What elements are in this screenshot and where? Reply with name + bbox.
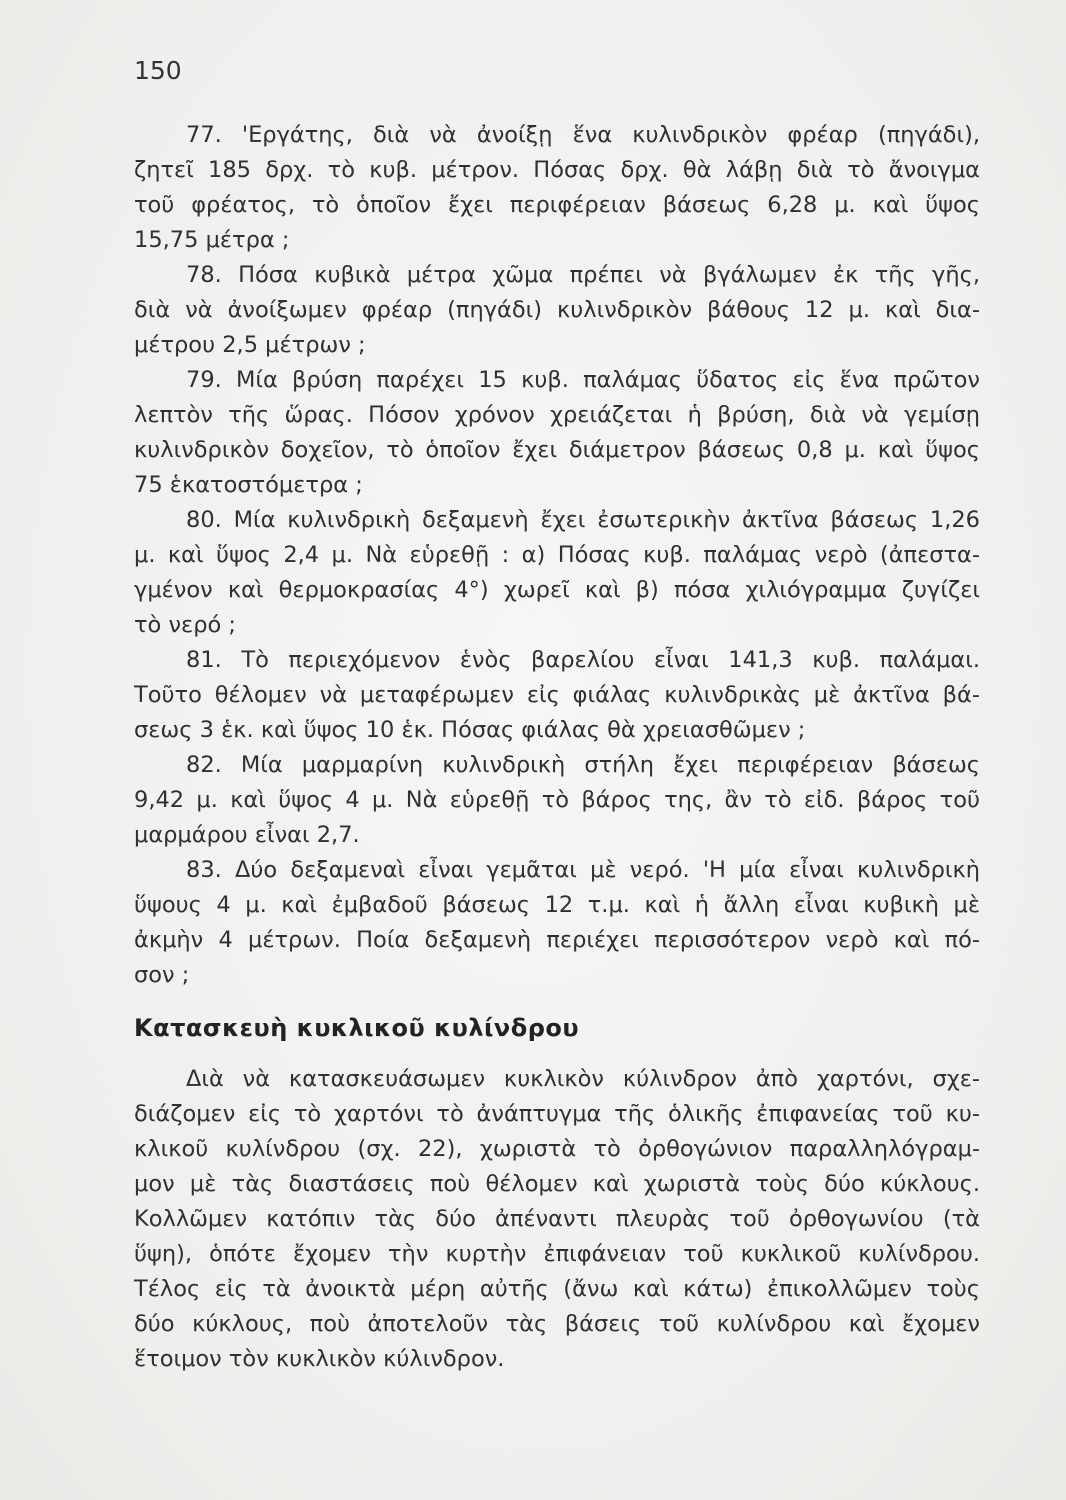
- problem-78: [134, 258, 980, 363]
- problem-line: 82. Μία μαρμαρίνη κυλινδρικὴ στήλη ἔχει περιφέρειαν βάσεως: [186, 752, 980, 778]
- problem-line: ζητεῖ 185 δρχ. τὸ κυβ. μέτρον. Πόσας δρχ. θὰ λάβῃ διὰ τὸ ἄνοιγμα: [134, 157, 980, 183]
- problem-line: 80. Μία κυλινδρικὴ δεξαμενὴ ἔχει ἐσωτερικὴν ἀκτῖνα βάσεως 1,26: [186, 507, 980, 533]
- paragraph-line: Διὰ νὰ κατασκευάσωμεν κυκλικὸν κύλινδρον ἀπὸ χαρτόνι, σχε-: [186, 1066, 980, 1092]
- problem-77: [134, 118, 980, 258]
- problem-line: 78. Πόσα κυβικὰ μέτρα χῶμα πρέπει νὰ βγάλωμεν ἐκ τῆς γῆς,: [186, 262, 980, 288]
- paragraph-line: ὕψη), ὁπότε ἔχομεν τὴν κυρτὴν ἐπιφάνειαν τοῦ κυκλικοῦ κυλίνδρου.: [134, 1241, 980, 1267]
- problem-line: 15,75 μέτρα ;: [134, 227, 290, 253]
- problem-line: τὸ νερό ;: [134, 612, 236, 638]
- problem-line: ὕψους 4 μ. καὶ ἐμβαδοῦ βάσεως 12 τ.μ. καὶ ἡ ἄλλη εἶναι κυβικὴ μὲ: [134, 892, 980, 918]
- paragraph-line: δύο κύκλους, ποὺ ἀποτελοῦν τὰς βάσεις τοῦ κυλίνδρου καὶ ἔχομεν: [134, 1311, 980, 1337]
- problem-line: μ. καὶ ὕψος 2,4 μ. Νὰ εὑρεθῇ : α) Πόσας κυβ. παλάμας νερὸ (ἀπεστα-: [134, 542, 980, 568]
- problem-line: μαρμάρου εἶναι 2,7.: [134, 822, 360, 848]
- problem-line: τοῦ φρέατος, τὸ ὁποῖον ἔχει περιφέρειαν βάσεως 6,28 μ. καὶ ὕψος: [134, 192, 980, 218]
- problem-line: Τοῦτο θέλομεν νὰ μεταφέρωμεν εἰς φιάλας κυλινδρικὰς μὲ ἀκτῖνα βά-: [134, 682, 980, 708]
- page-number: 150: [134, 56, 182, 85]
- problem-line: σεως 3 ἑκ. καὶ ὕψος 10 ἑκ. Πόσας φιάλας θὰ χρειασθῶμεν ;: [134, 717, 806, 743]
- paragraph-line: ἕτοιμον τὸν κυκλικὸν κύλινδρον.: [134, 1346, 505, 1372]
- problem-line: 81. Τὸ περιεχόμενον ἑνὸς βαρελίου εἶναι 141,3 κυβ. παλάμαι.: [186, 647, 980, 673]
- problem-line: κυλινδρικὸν δοχεῖον, τὸ ὁποῖον ἔχει διάμετρον βάσεως 0,8 μ. καὶ ὕψος: [134, 437, 980, 463]
- problem-line: σον ;: [134, 962, 190, 988]
- paragraph-line: διάζομεν εἰς τὸ χαρτόνι τὸ ἀνάπτυγμα τῆς ὁλικῆς ἐπιφανείας τοῦ κυ-: [134, 1101, 980, 1127]
- problem-line: 77. 'Εργάτης, διὰ νὰ ἀνοίξῃ ἕνα κυλινδρικὸν φρέαρ (πηγάδι),: [186, 122, 980, 148]
- paragraph-line: μον μὲ τὰς διαστάσεις ποὺ θέλομεν καὶ χωριστὰ τοὺς δύο κύκλους.: [134, 1171, 980, 1197]
- section-paragraph: [134, 1062, 980, 1377]
- problem-line: 79. Μία βρύση παρέχει 15 κυβ. παλάμας ὕδατος εἰς ἕνα πρῶτον: [186, 367, 980, 393]
- page-content: [134, 118, 980, 1377]
- problem-line: ἀκμὴν 4 μέτρων. Ποία δεξαμενὴ περιέχει περισσότερον νερὸ καὶ πό-: [134, 927, 980, 953]
- paragraph-line: Τέλος εἰς τὰ ἀνοικτὰ μέρη αὐτῆς (ἄνω καὶ κάτω) ἐπικολλῶμεν τοὺς: [134, 1276, 980, 1302]
- problem-line: διὰ νὰ ἀνοίξωμεν φρέαρ (πηγάδι) κυλινδρικὸν βάθους 12 μ. καὶ δια-: [134, 297, 980, 323]
- problem-line: 83. Δύο δεξαμεναὶ εἶναι γεμᾶται μὲ νερό. 'Η μία εἶναι κυλινδρικὴ: [186, 857, 980, 883]
- paragraph-line: κλικοῦ κυλίνδρου (σχ. 22), χωριστὰ τὸ ὀρθογώνιον παραλληλόγραμ-: [134, 1136, 980, 1162]
- problem-line: 9,42 μ. καὶ ὕψος 4 μ. Νὰ εὑρεθῇ τὸ βάρος της, ἂν τὸ εἰδ. βάρος τοῦ: [134, 787, 980, 813]
- problem-82: [134, 748, 980, 853]
- paragraph-line: Κολλῶμεν κατόπιν τὰς δύο ἀπέναντι πλευρὰς τοῦ ὀρθογωνίου (τὰ: [134, 1206, 980, 1232]
- problem-83: [134, 853, 980, 993]
- problem-line: 75 ἑκατοστόμετρα ;: [134, 472, 363, 498]
- problem-line: γμένον καὶ θερμοκρασίας 4°) χωρεῖ καὶ β) πόσα χιλιόγραμμα ζυγίζει: [134, 577, 980, 603]
- problem-79: [134, 363, 980, 503]
- section-heading: Κατασκευὴ κυκλικοῦ κυλίνδρου: [134, 1014, 580, 1042]
- problem-line: λεπτὸν τῆς ὥρας. Πόσον χρόνον χρειάζεται ἡ βρύση, διὰ νὰ γεμίσῃ: [134, 402, 980, 428]
- problem-81: [134, 643, 980, 748]
- problem-line: μέτρου 2,5 μέτρων ;: [134, 332, 366, 358]
- problem-80: [134, 503, 980, 643]
